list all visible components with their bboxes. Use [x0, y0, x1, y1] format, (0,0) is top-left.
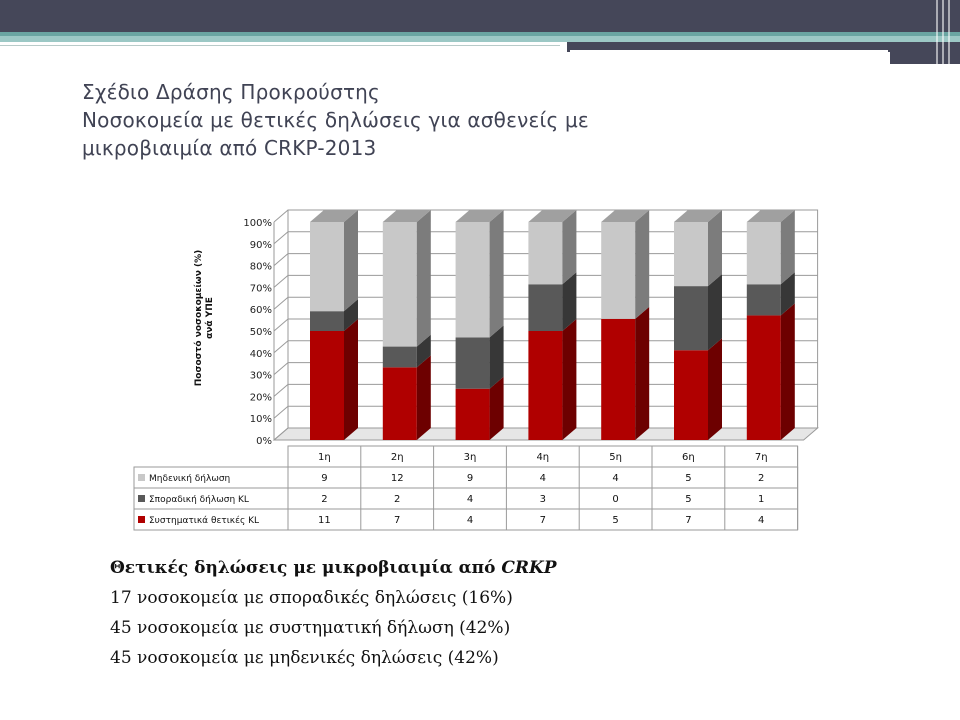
bar-segment [456, 389, 490, 440]
bar-segment [747, 284, 781, 315]
bar-segment-side [344, 210, 358, 311]
bar-segment-side [635, 210, 649, 319]
y-tick-label: 100% [243, 218, 272, 229]
table-cell-value: 5 [685, 473, 692, 484]
table-cell-value: 4 [612, 473, 619, 484]
table-cell-value: 7 [539, 515, 546, 526]
x-category-label: 5η [609, 452, 622, 463]
gridline-side [274, 210, 288, 222]
bar-segment [747, 222, 781, 284]
bar-segment [674, 350, 708, 440]
bar-segment [310, 311, 344, 331]
x-category-label: 7η [754, 452, 768, 463]
bar-segment-side [781, 303, 795, 440]
summary-block [110, 553, 557, 673]
table-cell-value: 0 [612, 494, 619, 505]
table-cell-value: 2 [394, 494, 401, 505]
bar-segment-side [490, 210, 504, 337]
bar-segment-side [708, 210, 722, 286]
y-tick-label: 50% [249, 327, 272, 338]
table-cell-value: 9 [466, 473, 474, 484]
table-cell-value: 1 [758, 494, 765, 505]
bar-segment [674, 286, 708, 350]
y-tick-label: 40% [249, 348, 272, 360]
gridline-side [274, 319, 288, 331]
bar-segment [528, 331, 562, 440]
summary-line-3: 45 νοσοκομεία με μηδενικές δηλώσεις (42%) [110, 648, 499, 668]
bar-segment-side [708, 274, 722, 350]
bar-segment-side [708, 338, 722, 440]
y-axis-label-line1: Ποσοστό νοσοκομείων (%) [194, 249, 204, 387]
bar-segment [383, 222, 417, 347]
bar-segment [456, 337, 490, 388]
bar-segment-side [417, 355, 431, 440]
x-category-label: 4η [536, 452, 550, 463]
y-tick-label: 80% [249, 261, 272, 273]
bar-segment [674, 222, 708, 286]
x-category-label: 6η [682, 452, 695, 463]
table-cell-value: 12 [390, 473, 404, 484]
x-category-label: 3η [463, 452, 477, 463]
gridline-side [274, 232, 288, 244]
bar-segment [747, 315, 781, 440]
bar-segment-side [417, 210, 431, 347]
summary-heading [110, 553, 557, 583]
table-cell-value: 4 [466, 494, 474, 505]
bar-segment [383, 367, 417, 440]
gridline-side [274, 341, 288, 353]
gridline-side [274, 297, 288, 309]
legend-swatch [138, 495, 145, 502]
table-cell-value: 9 [321, 473, 328, 484]
table-cell-value: 5 [685, 494, 692, 505]
bar-segment [310, 222, 344, 311]
x-category-label: 1η [318, 452, 331, 463]
bar-segment [456, 222, 490, 337]
y-tick-label: 70% [249, 283, 272, 295]
gridline-side [274, 254, 288, 266]
summary-heading-emphasis: CRKP [501, 558, 557, 578]
y-tick-label: 10% [249, 414, 272, 426]
bar-segment-side [562, 210, 576, 284]
bar-segment [310, 331, 344, 440]
gridline-side [274, 384, 288, 396]
table-cell-value: 4 [758, 515, 765, 526]
gridline-side [274, 363, 288, 375]
title-line-2: Νοσοκομεία με θετικές δηλώσεις για ασθενείς με [82, 108, 589, 132]
title-line-1: Σχέδιο Δράσης Προκρούστης [82, 80, 380, 104]
bar-segment-side [781, 210, 795, 284]
table-cell-value: 5 [612, 515, 619, 526]
y-tick-label: 0% [256, 436, 272, 447]
table-cell-value: 7 [394, 515, 401, 526]
summary-heading-text: Θετικές δηλώσεις με μικροβιαιμία από [110, 558, 502, 578]
y-tick-label: 90% [249, 239, 272, 251]
bar-segment [601, 222, 635, 319]
y-tick-label: 60% [249, 305, 272, 317]
legend-swatch [138, 474, 145, 481]
x-category-label: 2η [390, 452, 404, 463]
bar-segment-side [562, 319, 576, 440]
legend-label: Συστηματικά θετικές KL [149, 516, 260, 526]
bar-segment [528, 284, 562, 331]
table-cell-value: 3 [539, 494, 546, 505]
legend-label: Μηδενική δήλωση [149, 474, 231, 484]
bar-segment [528, 222, 562, 284]
bar-segment [383, 347, 417, 368]
table-cell-value: 4 [539, 473, 546, 484]
table-cell-value: 2 [321, 494, 328, 505]
y-axis-label-line2: ανά ΥΠΕ [205, 297, 215, 339]
bar-segment [601, 319, 635, 440]
title-line-3: μικροβιαιμία από CRKP-2013 [82, 136, 377, 160]
table-row [134, 467, 798, 488]
bar-segment-side [635, 307, 649, 440]
bar-segment-side [344, 319, 358, 440]
table-cell-value: 7 [685, 515, 692, 526]
gridline-side [274, 406, 288, 418]
summary-line-1: 17 νοσοκομεία με σποραδικές δηλώσεις (16%) [110, 588, 513, 608]
table-cell-value: 2 [758, 473, 765, 484]
legend-label: Σποραδική δήλωση KL [149, 495, 249, 505]
legend-swatch [138, 516, 145, 523]
gridline-side [274, 275, 288, 287]
table-cell-value: 4 [466, 515, 474, 526]
table-cell-value: 11 [318, 515, 331, 526]
y-tick-label: 20% [249, 392, 272, 404]
y-tick-label: 30% [249, 370, 272, 382]
summary-line-2: 45 νοσοκομεία με συστηματική δήλωση (42%) [110, 618, 511, 638]
